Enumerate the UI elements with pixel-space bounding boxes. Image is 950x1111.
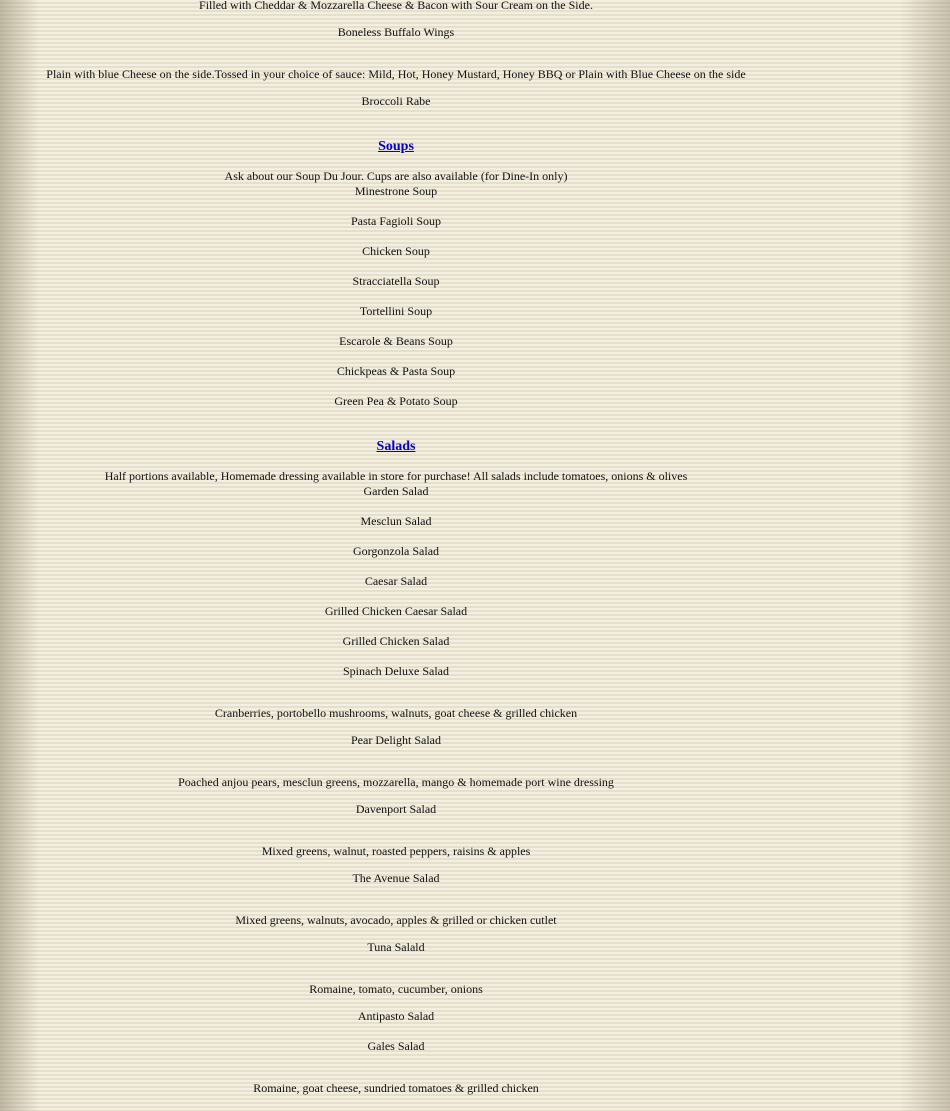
menu-item-soup: Tortellini Soup: [359, 304, 433, 318]
soups-heading: [0, 139, 792, 155]
menu-item-salad: Davenport Salad: [355, 802, 437, 816]
menu-item-salad: Mesclun Salad: [360, 514, 432, 528]
menu-item-soup: Chicken Soup: [362, 244, 430, 258]
menu-item-salad: Spinach Deluxe Salad: [343, 664, 449, 678]
salads-heading: [0, 439, 792, 455]
soups-heading-link[interactable]: Soups: [378, 139, 414, 154]
soups-note: Ask about our Soup Du Jour. Cups are also available (for Dine-In only): [224, 169, 568, 183]
menu-item-soup: Stracciatella Soup: [352, 274, 440, 288]
menu-item-boneless-buffalo-wings: Boneless Buffalo Wings: [337, 25, 455, 39]
menu-item-soup: Chickpeas & Pasta Soup: [336, 364, 456, 378]
menu-item-soup: Pasta Fagioli Soup: [350, 214, 441, 228]
salad-description: Romaine, goat cheese, sundried tomatoes & grilled chicken: [253, 1081, 539, 1095]
salad-description: Mixed greens, walnuts, avocado, apples & grilled or chicken cutlet: [235, 913, 557, 927]
salad-description: Cranberries, portobello mushrooms, walnuts, goat cheese & grilled chicken: [214, 706, 578, 720]
menu-item-salad: Grilled Chicken Caesar Salad: [324, 604, 468, 618]
menu-item-salad: Antipasto Salad: [357, 1009, 435, 1023]
appetizer-description: Filled with Cheddar & Mozzarella Cheese & Bacon with Sour Cream on the Side.: [199, 0, 593, 12]
menu-item-soup: Minestrone Soup: [354, 184, 438, 198]
menu-item-soup: Escarole & Beans Soup: [339, 334, 453, 348]
appetizer-description: Plain with blue Cheese on the side.Tossed in your choice of sauce: Mild, Hot, Honey Mustard, Honey BBQ or Plain with Blue Cheese on the side: [46, 67, 746, 81]
menu-item-salad: Tuna Salald: [367, 940, 425, 954]
salads-note: Half portions available, Homemade dressing available in store for purchase! All salads include tomatoes, onions & olives: [104, 469, 688, 483]
menu-item-salad: Pear Delight Salad: [351, 733, 441, 747]
menu-item-salad: Caesar Salad: [364, 574, 428, 588]
salad-description: Romaine, tomato, cucumber, onions: [309, 982, 483, 996]
salad-description: Mixed greens, walnut, roasted peppers, raisins & apples: [261, 844, 531, 858]
menu-item-salad: Grilled Chicken Salad: [342, 634, 450, 648]
salad-description: Poached anjou pears, mesclun greens, mozzarella, mango & homemade port wine dressing: [178, 775, 614, 789]
salads-heading-link[interactable]: Salads: [376, 439, 416, 454]
menu-item-broccoli-rabe: Broccoli Rabe: [361, 94, 431, 108]
menu-item-salad: Gales Salad: [367, 1039, 425, 1053]
menu-item-salad: Gorgonzola Salad: [352, 544, 440, 558]
menu-item-salad: The Avenue Salad: [352, 871, 440, 885]
menu-item-soup: Green Pea & Potato Soup: [334, 394, 458, 408]
menu-item-salad: Garden Salad: [363, 484, 429, 498]
